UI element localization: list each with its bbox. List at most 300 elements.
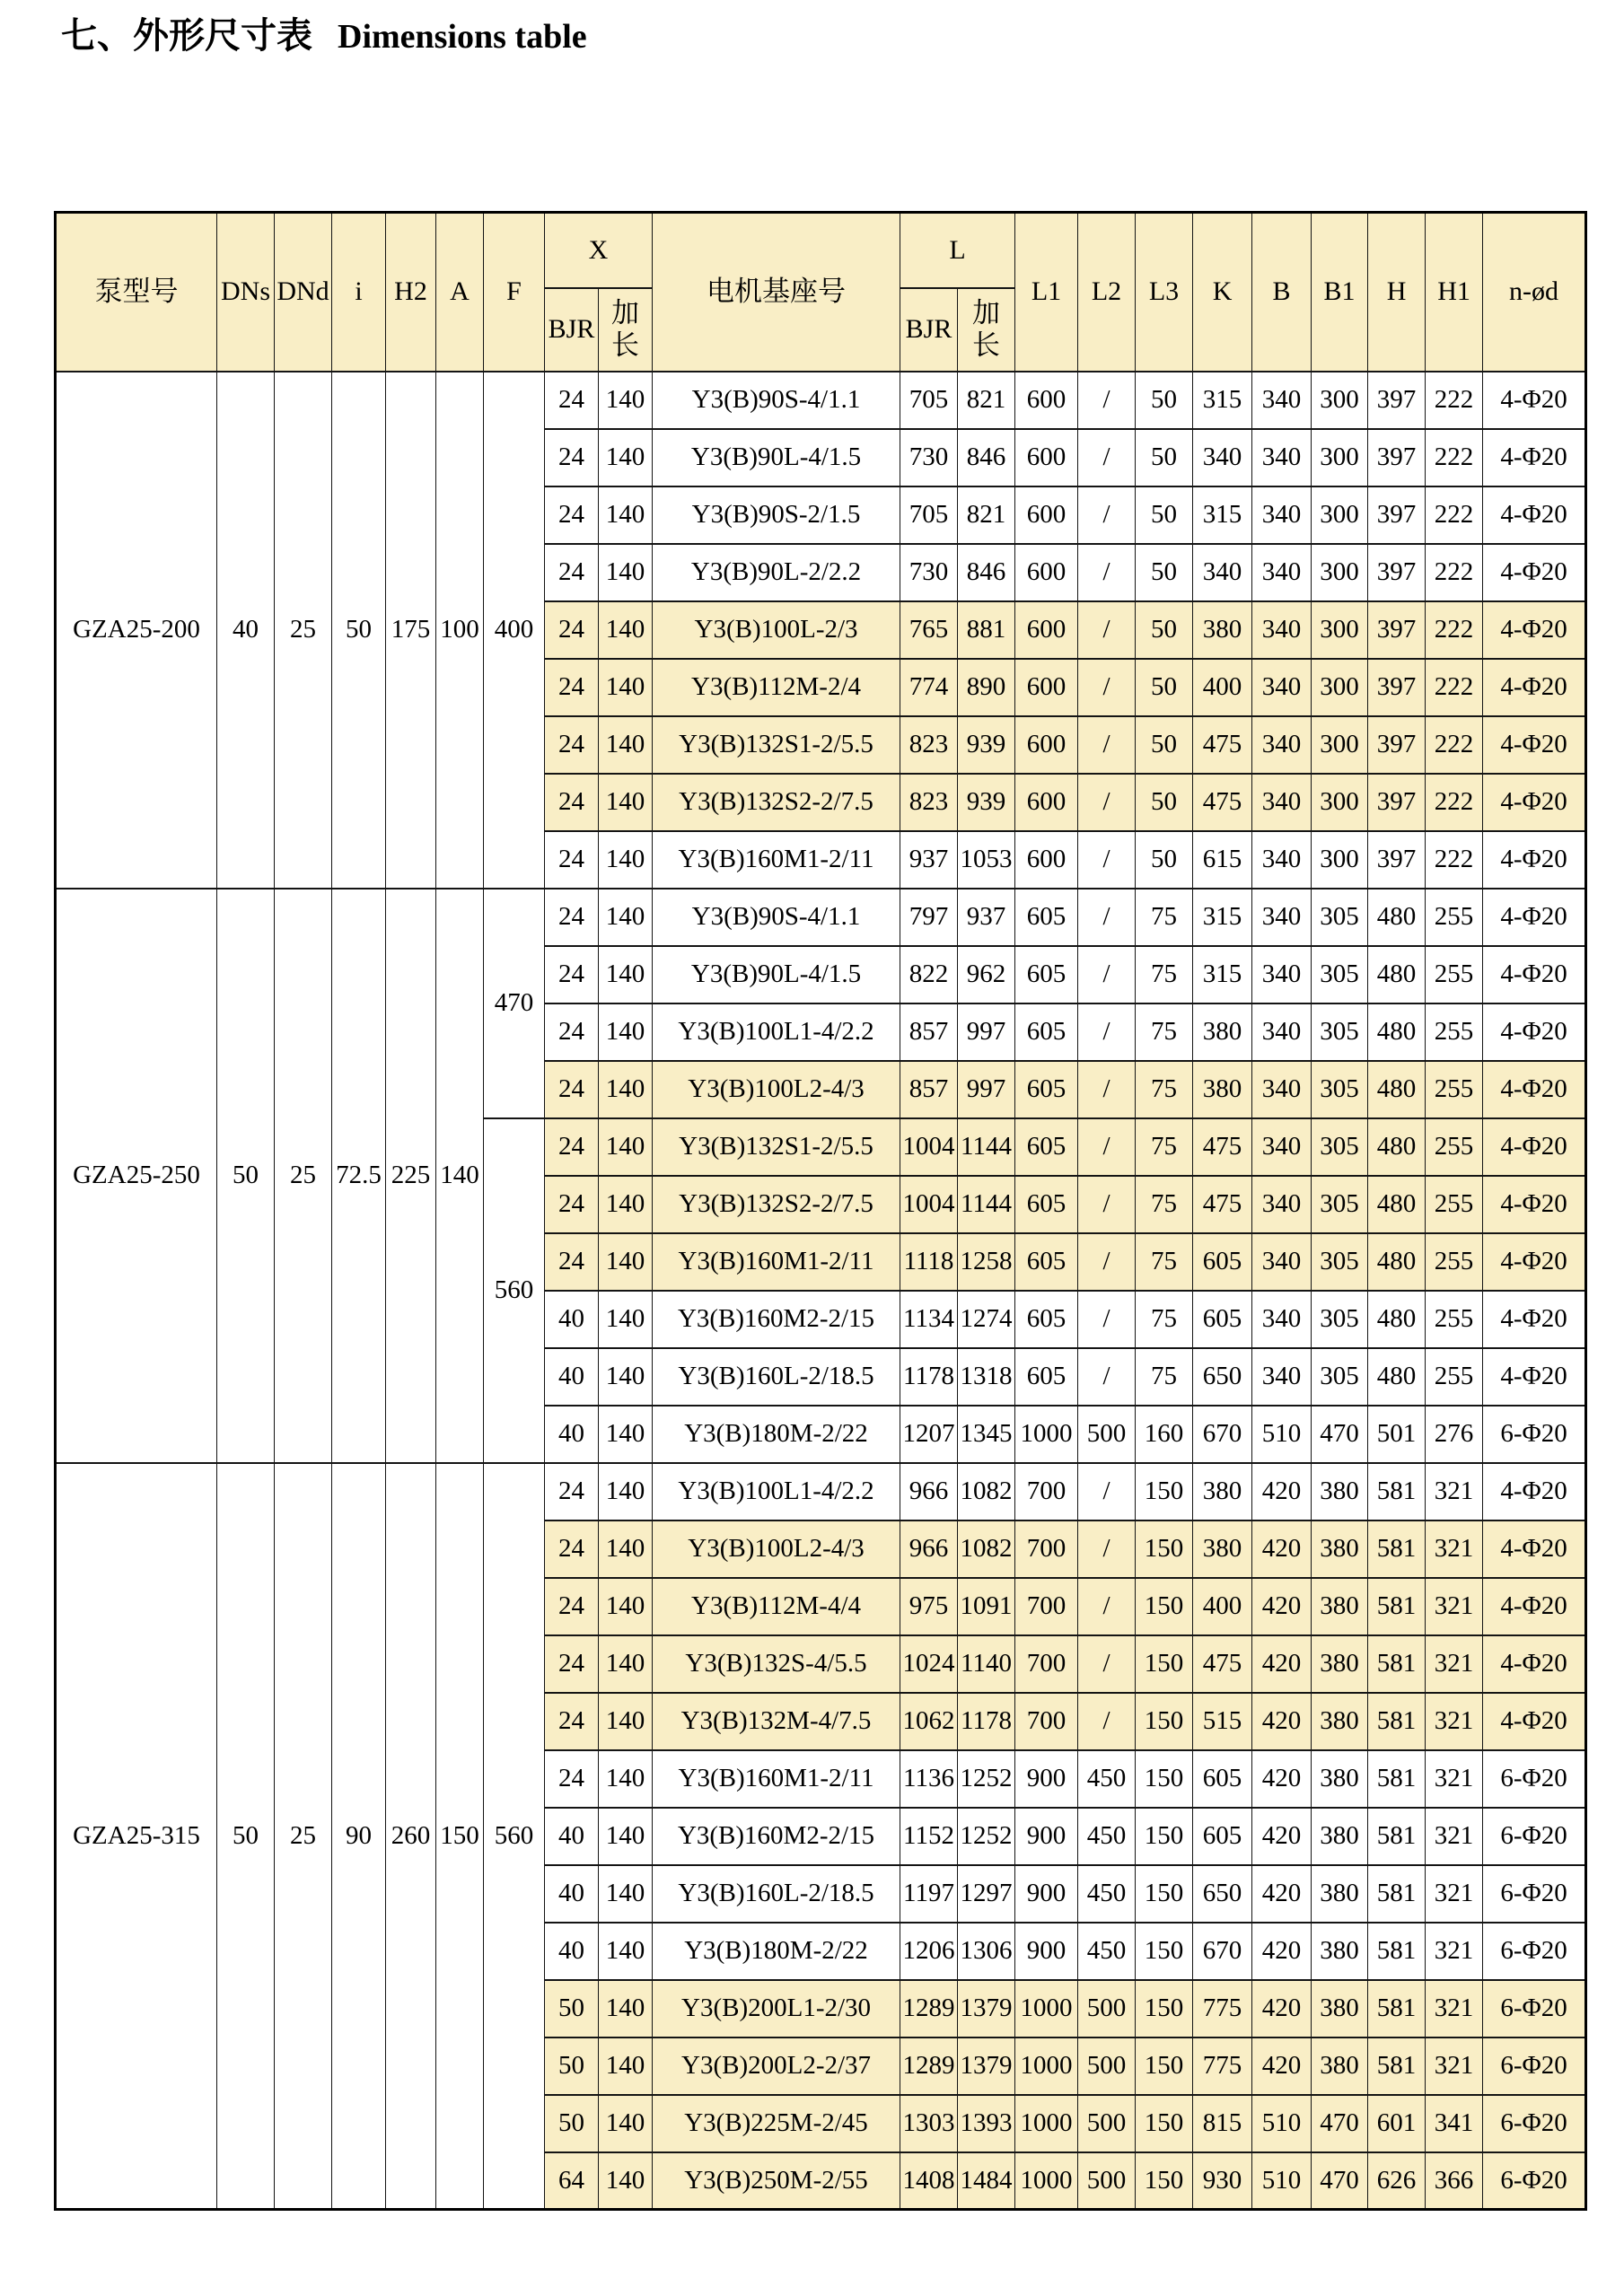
- cell-k: 340: [1193, 429, 1252, 486]
- cell-b: 420: [1252, 2037, 1312, 2095]
- cell-l3: 75: [1136, 1061, 1193, 1118]
- cell-h: 480: [1368, 1348, 1426, 1406]
- cell-motor-base: Y3(B)132S-4/5.5: [653, 1635, 900, 1693]
- cell-h1: 321: [1426, 1520, 1483, 1578]
- cell-l1: 600: [1015, 486, 1078, 544]
- cell-l3: 150: [1136, 1693, 1193, 1750]
- cell-l-bjr: 1206: [900, 1923, 958, 1980]
- cell-a: 140: [436, 889, 484, 1463]
- cell-l2: 450: [1078, 1808, 1136, 1865]
- cell-h: 581: [1368, 1750, 1426, 1808]
- cell-b1: 300: [1312, 486, 1368, 544]
- cell-k: 775: [1193, 1980, 1252, 2037]
- cell-motor-base: Y3(B)160M1-2/11: [653, 1233, 900, 1291]
- cell-l-ext: 1091: [958, 1578, 1015, 1635]
- cell-l3: 150: [1136, 1520, 1193, 1578]
- cell-n-od: 6-Φ20: [1483, 1980, 1586, 2037]
- cell-l-bjr: 1207: [900, 1406, 958, 1463]
- cell-l2: /: [1078, 716, 1136, 774]
- cell-l-ext: 1345: [958, 1406, 1015, 1463]
- cell-n-od: 4-Φ20: [1483, 601, 1586, 659]
- cell-l2: /: [1078, 1233, 1136, 1291]
- cell-h1: 255: [1426, 1176, 1483, 1233]
- cell-n-od: 4-Φ20: [1483, 659, 1586, 716]
- cell-h1: 321: [1426, 1750, 1483, 1808]
- cell-l3: 50: [1136, 831, 1193, 889]
- cell-x-bjr: 24: [545, 429, 599, 486]
- cell-a: 150: [436, 1463, 484, 2210]
- cell-b: 340: [1252, 716, 1312, 774]
- cell-h1: 222: [1426, 601, 1483, 659]
- cell-l-ext: 1140: [958, 1635, 1015, 1693]
- cell-l1: 605: [1015, 1061, 1078, 1118]
- cell-n-od: 4-Φ20: [1483, 889, 1586, 946]
- cell-x-ext: 140: [599, 1463, 653, 1520]
- cell-b1: 380: [1312, 1520, 1368, 1578]
- cell-n-od: 4-Φ20: [1483, 1348, 1586, 1406]
- cell-n-od: 4-Φ20: [1483, 1291, 1586, 1348]
- cell-l3: 150: [1136, 2095, 1193, 2152]
- cell-k: 605: [1193, 1233, 1252, 1291]
- cell-h: 397: [1368, 372, 1426, 429]
- cell-b: 510: [1252, 1406, 1312, 1463]
- cell-h1: 222: [1426, 429, 1483, 486]
- cell-h1: 341: [1426, 2095, 1483, 2152]
- cell-motor-base: Y3(B)100L1-4/2.2: [653, 1003, 900, 1061]
- cell-b1: 300: [1312, 544, 1368, 601]
- col-header-l-bjr: BJR: [900, 288, 958, 372]
- cell-l1: 700: [1015, 1635, 1078, 1693]
- cell-l-ext: 890: [958, 659, 1015, 716]
- cell-h1: 321: [1426, 2037, 1483, 2095]
- cell-h: 581: [1368, 1808, 1426, 1865]
- cell-l3: 150: [1136, 1923, 1193, 1980]
- col-header-i: i: [332, 213, 386, 372]
- cell-l-bjr: 1303: [900, 2095, 958, 2152]
- dimensions-table: [54, 211, 1587, 2211]
- cell-n-od: 4-Φ20: [1483, 774, 1586, 831]
- cell-h1: 321: [1426, 1635, 1483, 1693]
- cell-k: 775: [1193, 2037, 1252, 2095]
- cell-l-ext: 846: [958, 429, 1015, 486]
- cell-l1: 900: [1015, 1865, 1078, 1923]
- cell-x-bjr: 24: [545, 889, 599, 946]
- cell-x-bjr: 24: [545, 1003, 599, 1061]
- cell-h: 581: [1368, 1980, 1426, 2037]
- cell-b: 340: [1252, 889, 1312, 946]
- cell-b: 340: [1252, 946, 1312, 1003]
- cell-n-od: 4-Φ20: [1483, 1233, 1586, 1291]
- cell-l3: 75: [1136, 1176, 1193, 1233]
- cell-h2: 225: [386, 889, 436, 1463]
- cell-h: 581: [1368, 2037, 1426, 2095]
- cell-l3: 50: [1136, 601, 1193, 659]
- cell-h1: 255: [1426, 1118, 1483, 1176]
- cell-l2: /: [1078, 1578, 1136, 1635]
- col-header-x-bjr: BJR: [545, 288, 599, 372]
- cell-l-ext: 1053: [958, 831, 1015, 889]
- cell-x-ext: 140: [599, 2037, 653, 2095]
- cell-x-ext: 140: [599, 544, 653, 601]
- cell-l-ext: 1379: [958, 2037, 1015, 2095]
- cell-i: 90: [332, 1463, 386, 2210]
- cell-h: 397: [1368, 774, 1426, 831]
- cell-n-od: 4-Φ20: [1483, 429, 1586, 486]
- cell-b1: 305: [1312, 946, 1368, 1003]
- cell-x-bjr: 64: [545, 2152, 599, 2210]
- col-header-f: F: [484, 213, 545, 372]
- cell-x-bjr: 40: [545, 1865, 599, 1923]
- cell-motor-base: Y3(B)100L2-4/3: [653, 1520, 900, 1578]
- cell-k: 400: [1193, 1578, 1252, 1635]
- cell-l-ext: 1178: [958, 1693, 1015, 1750]
- cell-h1: 366: [1426, 2152, 1483, 2210]
- cell-x-ext: 140: [599, 1808, 653, 1865]
- cell-k: 650: [1193, 1348, 1252, 1406]
- cell-k: 380: [1193, 1003, 1252, 1061]
- table-row: [56, 889, 1586, 946]
- cell-motor-base: Y3(B)100L2-4/3: [653, 1061, 900, 1118]
- cell-h1: 321: [1426, 1923, 1483, 1980]
- cell-k: 380: [1193, 1463, 1252, 1520]
- cell-b: 420: [1252, 1750, 1312, 1808]
- cell-motor-base: Y3(B)90S-4/1.1: [653, 372, 900, 429]
- cell-l1: 1000: [1015, 2037, 1078, 2095]
- cell-motor-base: Y3(B)160M1-2/11: [653, 831, 900, 889]
- cell-x-ext: 140: [599, 1520, 653, 1578]
- cell-l2: /: [1078, 659, 1136, 716]
- cell-x-bjr: 24: [545, 659, 599, 716]
- cell-l2: /: [1078, 1118, 1136, 1176]
- cell-n-od: 6-Φ20: [1483, 1406, 1586, 1463]
- cell-h: 601: [1368, 2095, 1426, 2152]
- cell-l-ext: 1144: [958, 1118, 1015, 1176]
- cell-l3: 50: [1136, 544, 1193, 601]
- col-header-a: A: [436, 213, 484, 372]
- cell-l-ext: 881: [958, 601, 1015, 659]
- cell-x-bjr: 50: [545, 2037, 599, 2095]
- col-header-b: B: [1252, 213, 1312, 372]
- cell-l-ext: 937: [958, 889, 1015, 946]
- cell-n-od: 4-Φ20: [1483, 1176, 1586, 1233]
- cell-l2: 500: [1078, 2095, 1136, 2152]
- cell-b: 420: [1252, 1865, 1312, 1923]
- cell-motor-base: Y3(B)90S-4/1.1: [653, 889, 900, 946]
- cell-x-ext: 140: [599, 1923, 653, 1980]
- cell-l3: 160: [1136, 1406, 1193, 1463]
- table-header: [56, 213, 1586, 372]
- cell-h2: 175: [386, 372, 436, 889]
- cell-b1: 380: [1312, 1865, 1368, 1923]
- cell-pump-model: GZA25-315: [56, 1463, 217, 2210]
- cell-k: 380: [1193, 1061, 1252, 1118]
- cell-a: 100: [436, 372, 484, 889]
- cell-b1: 470: [1312, 2152, 1368, 2210]
- cell-h: 480: [1368, 1061, 1426, 1118]
- table-row: [56, 372, 1586, 429]
- cell-dnd: 25: [275, 1463, 332, 2210]
- cell-motor-base: Y3(B)180M-2/22: [653, 1923, 900, 1980]
- cell-h1: 255: [1426, 1003, 1483, 1061]
- cell-l-bjr: 797: [900, 889, 958, 946]
- cell-n-od: 4-Φ20: [1483, 716, 1586, 774]
- cell-b: 340: [1252, 1061, 1312, 1118]
- cell-b1: 300: [1312, 659, 1368, 716]
- cell-h1: 321: [1426, 1865, 1483, 1923]
- cell-b1: 380: [1312, 1808, 1368, 1865]
- cell-l-bjr: 1004: [900, 1118, 958, 1176]
- cell-h: 480: [1368, 1118, 1426, 1176]
- cell-h: 397: [1368, 544, 1426, 601]
- cell-h1: 321: [1426, 1980, 1483, 2037]
- cell-motor-base: Y3(B)200L1-2/30: [653, 1980, 900, 2037]
- cell-b: 420: [1252, 1923, 1312, 1980]
- cell-x-ext: 140: [599, 1865, 653, 1923]
- cell-h: 397: [1368, 601, 1426, 659]
- cell-b1: 380: [1312, 1980, 1368, 2037]
- cell-l1: 900: [1015, 1750, 1078, 1808]
- cell-b1: 380: [1312, 1923, 1368, 1980]
- cell-h1: 222: [1426, 774, 1483, 831]
- cell-l3: 50: [1136, 659, 1193, 716]
- cell-l-bjr: 705: [900, 486, 958, 544]
- cell-x-ext: 140: [599, 2152, 653, 2210]
- cell-l-bjr: 1289: [900, 1980, 958, 2037]
- cell-b: 420: [1252, 1808, 1312, 1865]
- cell-h: 480: [1368, 946, 1426, 1003]
- cell-l3: 75: [1136, 1118, 1193, 1176]
- cell-dns: 40: [217, 372, 275, 889]
- cell-l-ext: 1082: [958, 1520, 1015, 1578]
- cell-l2: 450: [1078, 1923, 1136, 1980]
- cell-h: 581: [1368, 1635, 1426, 1693]
- cell-l1: 600: [1015, 831, 1078, 889]
- cell-x-ext: 140: [599, 1118, 653, 1176]
- cell-l1: 605: [1015, 1176, 1078, 1233]
- cell-l-bjr: 1004: [900, 1176, 958, 1233]
- cell-l-ext: 939: [958, 774, 1015, 831]
- cell-motor-base: Y3(B)132S1-2/5.5: [653, 1118, 900, 1176]
- cell-f: 560: [484, 1463, 545, 2210]
- cell-l-bjr: 765: [900, 601, 958, 659]
- cell-h1: 255: [1426, 1061, 1483, 1118]
- cell-l1: 605: [1015, 946, 1078, 1003]
- cell-h1: 222: [1426, 544, 1483, 601]
- cell-l1: 1000: [1015, 1980, 1078, 2037]
- cell-k: 340: [1193, 544, 1252, 601]
- cell-l-bjr: 1289: [900, 2037, 958, 2095]
- cell-l-ext: 1258: [958, 1233, 1015, 1291]
- cell-l-ext: 1297: [958, 1865, 1015, 1923]
- cell-x-bjr: 24: [545, 1635, 599, 1693]
- cell-b: 340: [1252, 1348, 1312, 1406]
- cell-b1: 470: [1312, 2095, 1368, 2152]
- cell-l-bjr: 774: [900, 659, 958, 716]
- cell-h: 480: [1368, 1176, 1426, 1233]
- col-header-dns: DNs: [217, 213, 275, 372]
- cell-h: 501: [1368, 1406, 1426, 1463]
- cell-l2: 500: [1078, 1980, 1136, 2037]
- cell-b: 510: [1252, 2095, 1312, 2152]
- cell-l1: 600: [1015, 716, 1078, 774]
- cell-k: 930: [1193, 2152, 1252, 2210]
- cell-l1: 600: [1015, 774, 1078, 831]
- cell-motor-base: Y3(B)160L-2/18.5: [653, 1865, 900, 1923]
- cell-b: 420: [1252, 1980, 1312, 2037]
- cell-h: 397: [1368, 659, 1426, 716]
- cell-l1: 1000: [1015, 2152, 1078, 2210]
- cell-k: 670: [1193, 1406, 1252, 1463]
- cell-l3: 75: [1136, 1233, 1193, 1291]
- cell-h1: 321: [1426, 1578, 1483, 1635]
- cell-l-bjr: 1152: [900, 1808, 958, 1865]
- cell-k: 400: [1193, 659, 1252, 716]
- cell-l2: 500: [1078, 2152, 1136, 2210]
- cell-pump-model: GZA25-250: [56, 889, 217, 1463]
- cell-l-bjr: 823: [900, 774, 958, 831]
- cell-n-od: 4-Φ20: [1483, 1693, 1586, 1750]
- page-title-zh: 七、外形尺寸表: [61, 15, 312, 56]
- cell-h1: 255: [1426, 1233, 1483, 1291]
- cell-l2: /: [1078, 544, 1136, 601]
- cell-x-ext: 140: [599, 1061, 653, 1118]
- cell-x-ext: 140: [599, 2095, 653, 2152]
- cell-l1: 900: [1015, 1808, 1078, 1865]
- cell-l2: /: [1078, 486, 1136, 544]
- cell-x-bjr: 24: [545, 486, 599, 544]
- col-header-pump-model: 泵型号: [56, 213, 217, 372]
- cell-l-bjr: 1136: [900, 1750, 958, 1808]
- cell-x-bjr: 24: [545, 716, 599, 774]
- cell-l2: /: [1078, 1520, 1136, 1578]
- cell-b: 420: [1252, 1520, 1312, 1578]
- cell-l2: /: [1078, 1693, 1136, 1750]
- cell-h2: 260: [386, 1463, 436, 2210]
- cell-l-bjr: 705: [900, 372, 958, 429]
- cell-l-bjr: 823: [900, 716, 958, 774]
- cell-motor-base: Y3(B)90S-2/1.5: [653, 486, 900, 544]
- cell-l-ext: 821: [958, 486, 1015, 544]
- cell-l1: 600: [1015, 601, 1078, 659]
- cell-motor-base: Y3(B)90L-4/1.5: [653, 946, 900, 1003]
- cell-k: 605: [1193, 1291, 1252, 1348]
- cell-h: 581: [1368, 1865, 1426, 1923]
- cell-b: 340: [1252, 544, 1312, 601]
- cell-b: 340: [1252, 1003, 1312, 1061]
- cell-motor-base: Y3(B)200L2-2/37: [653, 2037, 900, 2095]
- cell-n-od: 4-Φ20: [1483, 1003, 1586, 1061]
- cell-l3: 50: [1136, 486, 1193, 544]
- cell-k: 315: [1193, 889, 1252, 946]
- col-header-h: H: [1368, 213, 1426, 372]
- cell-l-ext: 962: [958, 946, 1015, 1003]
- cell-b1: 380: [1312, 1463, 1368, 1520]
- cell-l1: 605: [1015, 889, 1078, 946]
- cell-n-od: 4-Φ20: [1483, 1635, 1586, 1693]
- cell-n-od: 6-Φ20: [1483, 1808, 1586, 1865]
- cell-b: 420: [1252, 1463, 1312, 1520]
- cell-h: 581: [1368, 1463, 1426, 1520]
- cell-l1: 600: [1015, 659, 1078, 716]
- cell-b1: 380: [1312, 1693, 1368, 1750]
- cell-l-bjr: 975: [900, 1578, 958, 1635]
- cell-b: 510: [1252, 2152, 1312, 2210]
- cell-b1: 305: [1312, 1291, 1368, 1348]
- cell-b: 420: [1252, 1635, 1312, 1693]
- cell-n-od: 4-Φ20: [1483, 486, 1586, 544]
- cell-l-ext: 1274: [958, 1291, 1015, 1348]
- col-header-motor-base: 电机基座号: [653, 213, 900, 372]
- cell-x-ext: 140: [599, 1980, 653, 2037]
- cell-x-ext: 140: [599, 1348, 653, 1406]
- cell-l3: 50: [1136, 774, 1193, 831]
- cell-motor-base: Y3(B)160M2-2/15: [653, 1291, 900, 1348]
- cell-l2: /: [1078, 1003, 1136, 1061]
- cell-b1: 300: [1312, 372, 1368, 429]
- cell-l-bjr: 857: [900, 1003, 958, 1061]
- cell-l2: 500: [1078, 2037, 1136, 2095]
- cell-x-ext: 140: [599, 429, 653, 486]
- cell-l1: 1000: [1015, 1406, 1078, 1463]
- cell-x-ext: 140: [599, 946, 653, 1003]
- cell-b: 340: [1252, 601, 1312, 659]
- cell-h1: 222: [1426, 716, 1483, 774]
- cell-b: 340: [1252, 486, 1312, 544]
- cell-l2: /: [1078, 774, 1136, 831]
- cell-b1: 300: [1312, 601, 1368, 659]
- cell-h1: 222: [1426, 486, 1483, 544]
- cell-motor-base: Y3(B)100L-2/3: [653, 601, 900, 659]
- cell-h1: 321: [1426, 1808, 1483, 1865]
- cell-n-od: 4-Φ20: [1483, 372, 1586, 429]
- cell-l-ext: 1082: [958, 1463, 1015, 1520]
- cell-x-bjr: 24: [545, 1693, 599, 1750]
- cell-l-bjr: 1062: [900, 1693, 958, 1750]
- cell-x-bjr: 24: [545, 1520, 599, 1578]
- cell-x-ext: 140: [599, 1693, 653, 1750]
- cell-b: 340: [1252, 1291, 1312, 1348]
- cell-motor-base: Y3(B)160M1-2/11: [653, 1750, 900, 1808]
- cell-n-od: 6-Φ20: [1483, 2037, 1586, 2095]
- cell-x-bjr: 50: [545, 2095, 599, 2152]
- cell-x-ext: 140: [599, 774, 653, 831]
- cell-x-ext: 140: [599, 716, 653, 774]
- cell-l-ext: 939: [958, 716, 1015, 774]
- cell-x-bjr: 24: [545, 1118, 599, 1176]
- cell-l-ext: 846: [958, 544, 1015, 601]
- cell-h: 480: [1368, 889, 1426, 946]
- cell-l-bjr: 1024: [900, 1635, 958, 1693]
- cell-b: 340: [1252, 831, 1312, 889]
- cell-h: 397: [1368, 716, 1426, 774]
- cell-x-bjr: 24: [545, 774, 599, 831]
- cell-motor-base: Y3(B)160L-2/18.5: [653, 1348, 900, 1406]
- cell-l2: /: [1078, 831, 1136, 889]
- cell-h: 397: [1368, 429, 1426, 486]
- cell-l2: 500: [1078, 1406, 1136, 1463]
- cell-l3: 150: [1136, 1463, 1193, 1520]
- cell-h: 581: [1368, 1693, 1426, 1750]
- cell-h1: 276: [1426, 1406, 1483, 1463]
- cell-h: 397: [1368, 831, 1426, 889]
- cell-dnd: 25: [275, 372, 332, 889]
- cell-h1: 255: [1426, 946, 1483, 1003]
- cell-n-od: 4-Φ20: [1483, 1463, 1586, 1520]
- cell-motor-base: Y3(B)100L1-4/2.2: [653, 1463, 900, 1520]
- cell-b1: 305: [1312, 1348, 1368, 1406]
- cell-l3: 150: [1136, 1980, 1193, 2037]
- cell-k: 475: [1193, 716, 1252, 774]
